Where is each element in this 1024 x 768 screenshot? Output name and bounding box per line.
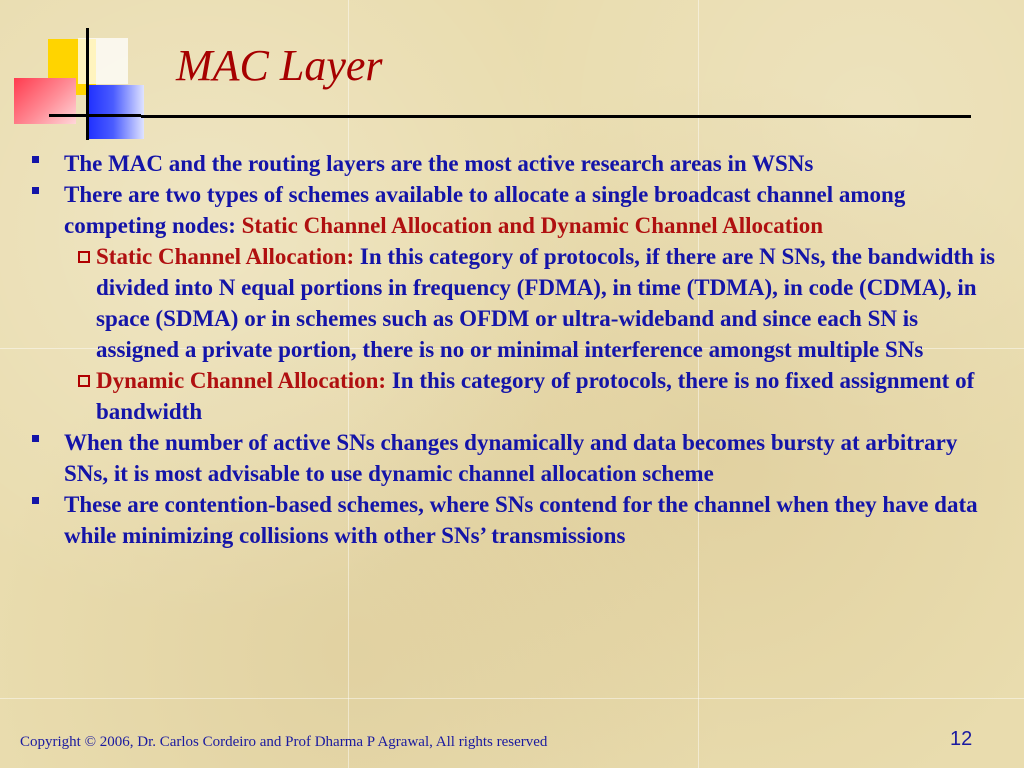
square-bullet-icon [32,156,39,163]
sub-bullet-text: In this category of protocols, there is no fixed assignment of bandwidth [96,368,975,424]
red-square [14,78,76,124]
decorative-squares-logo [0,0,160,150]
sub-bullet-item [30,241,1005,365]
square-bullet-icon [32,497,39,504]
slide-title: MAC Layer [176,41,383,90]
page-number: 12 [950,728,973,750]
bullet-item [30,148,1005,179]
sub-bullet-text: In this category of protocols, if there are N SNs, the bandwidth is divided into N equal portions in frequency (FDMA), in time (TDMA), in code (CDMA), in space (SDMA) or in schemes such as OFDM or ultra-wideband and since each SN is assigned a private portion, there is no or minimal interference amongst multiple SNs [96,244,995,362]
hollow-square-bullet-icon [78,375,90,387]
slide-body [30,148,1005,551]
bullet-text: These are contention-based schemes, where SNs contend for the channel when they have data while minimizing collisions with other SNs’ transmissions [64,492,978,548]
bullet-item [30,489,1005,551]
bullet-highlight: Static Channel Allocation and Dynamic Channel Allocation [241,213,824,238]
bullet-item [30,179,1005,241]
blue-square [88,85,144,139]
title-underline [141,115,971,118]
bullet-text: There are two types of schemes available to allocate a single broadcast channel among competing nodes: [64,182,906,238]
square-bullet-icon [32,435,39,442]
sub-bullet-label: Dynamic Channel Allocation: [96,368,387,393]
copyright-footer: Copyright © 2006, Dr. Carlos Cordeiro and Prof Dharma P Agrawal, All rights reserved [20,734,548,750]
bullet-item [30,427,1005,489]
horizontal-rule [49,114,141,117]
sub-bullet-label: Static Channel Allocation: [96,244,355,269]
sub-bullet-item [30,365,1005,427]
bullet-text: When the number of active SNs changes dynamically and data becomes bursty at arbitrary SNs, it is most advisable to use dynamic channel allocation scheme [64,430,958,486]
hollow-square-bullet-icon [78,251,90,263]
square-bullet-icon [32,187,39,194]
background-grid-line [0,698,1024,699]
bullet-text: The MAC and the routing layers are the most active research areas in WSNs [64,151,814,176]
vertical-rule [86,28,89,140]
